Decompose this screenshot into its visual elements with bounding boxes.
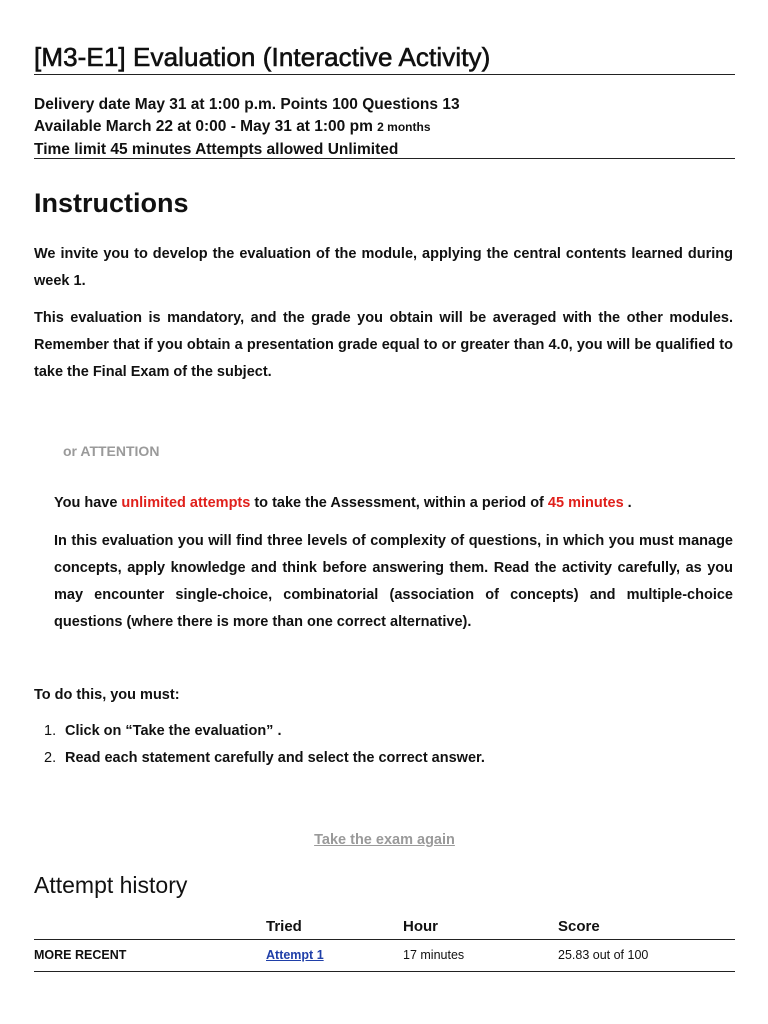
todo-intro: To do this, you must:: [34, 687, 180, 703]
attempts-prefix: You have: [54, 495, 122, 511]
table-row: [34, 940, 735, 972]
quiz-meta-availability: [34, 116, 431, 138]
meta-divider: [34, 158, 735, 159]
column-header-tried: Tried: [266, 914, 403, 940]
column-header-hour: Hour: [403, 914, 558, 940]
quiz-meta-limits: Time limit 45 minutes Attempts allowed Unlimited: [34, 141, 399, 158]
attempt-history-table: [34, 914, 735, 972]
column-header-blank: [34, 914, 266, 940]
attempt-cell: [266, 940, 403, 972]
instructions-heading: Instructions: [34, 188, 189, 218]
attempt-link[interactable]: Attempt 1: [266, 948, 324, 962]
instructions-intro: We invite you to develop the evaluation of the module, applying the central contents learned during week 1.: [34, 246, 733, 289]
attempts-suffix: .: [623, 495, 632, 511]
attempts-note: [54, 490, 733, 517]
step-text: Read each statement carefully and select the correct answer.: [65, 750, 485, 766]
time-highlight: 45 minutes: [547, 495, 624, 511]
complexity-note: In this evaluation you will find three levels of complexity of questions, in which you must manage concepts, apply knowledge and think before answering them. Read the activity carefully, as you may encounter single-choice, combinatorial (association of concepts) and multiple-choice questions (where there is more than one correct alternative).: [54, 533, 733, 630]
availability-duration: 2 months: [377, 120, 431, 134]
availability-range: Available March 22 at 0:00 - May 31 at 1:00 pm: [34, 118, 373, 135]
attempt-history-heading: Attempt history: [34, 872, 188, 898]
attempt-row-label: MORE RECENT: [34, 940, 266, 972]
attempts-highlight: unlimited attempts: [121, 495, 251, 511]
steps-list: [44, 718, 485, 772]
step-number: 1.: [44, 723, 57, 739]
column-header-score: Score: [558, 914, 735, 940]
list-item: [44, 718, 485, 745]
attempt-score: 25.83 out of 100: [558, 940, 735, 972]
attention-label: or ATTENTION: [63, 443, 160, 459]
title-divider: [34, 74, 735, 75]
retake-exam-link[interactable]: Take the exam again: [314, 832, 455, 848]
instructions-mandatory: This evaluation is mandatory, and the grade you obtain will be averaged with the other modules. Remember that if you obtain a presentation grade equal to or greater than 4.0, you will be qualified to take the Final Exam of the subject.: [34, 310, 733, 380]
attempts-middle: to take the Assessment, within a period of: [250, 495, 548, 511]
step-text: Click on “Take the evaluation” .: [65, 723, 282, 739]
step-number: 2.: [44, 750, 57, 766]
attempt-hour: 17 minutes: [403, 940, 558, 972]
quiz-title: [M3-E1] Evaluation (Interactive Activity): [34, 42, 491, 72]
quiz-meta-delivery: Delivery date May 31 at 1:00 p.m. Points 100 Questions 13: [34, 96, 460, 113]
list-item: [44, 745, 485, 772]
table-header-row: [34, 914, 735, 940]
